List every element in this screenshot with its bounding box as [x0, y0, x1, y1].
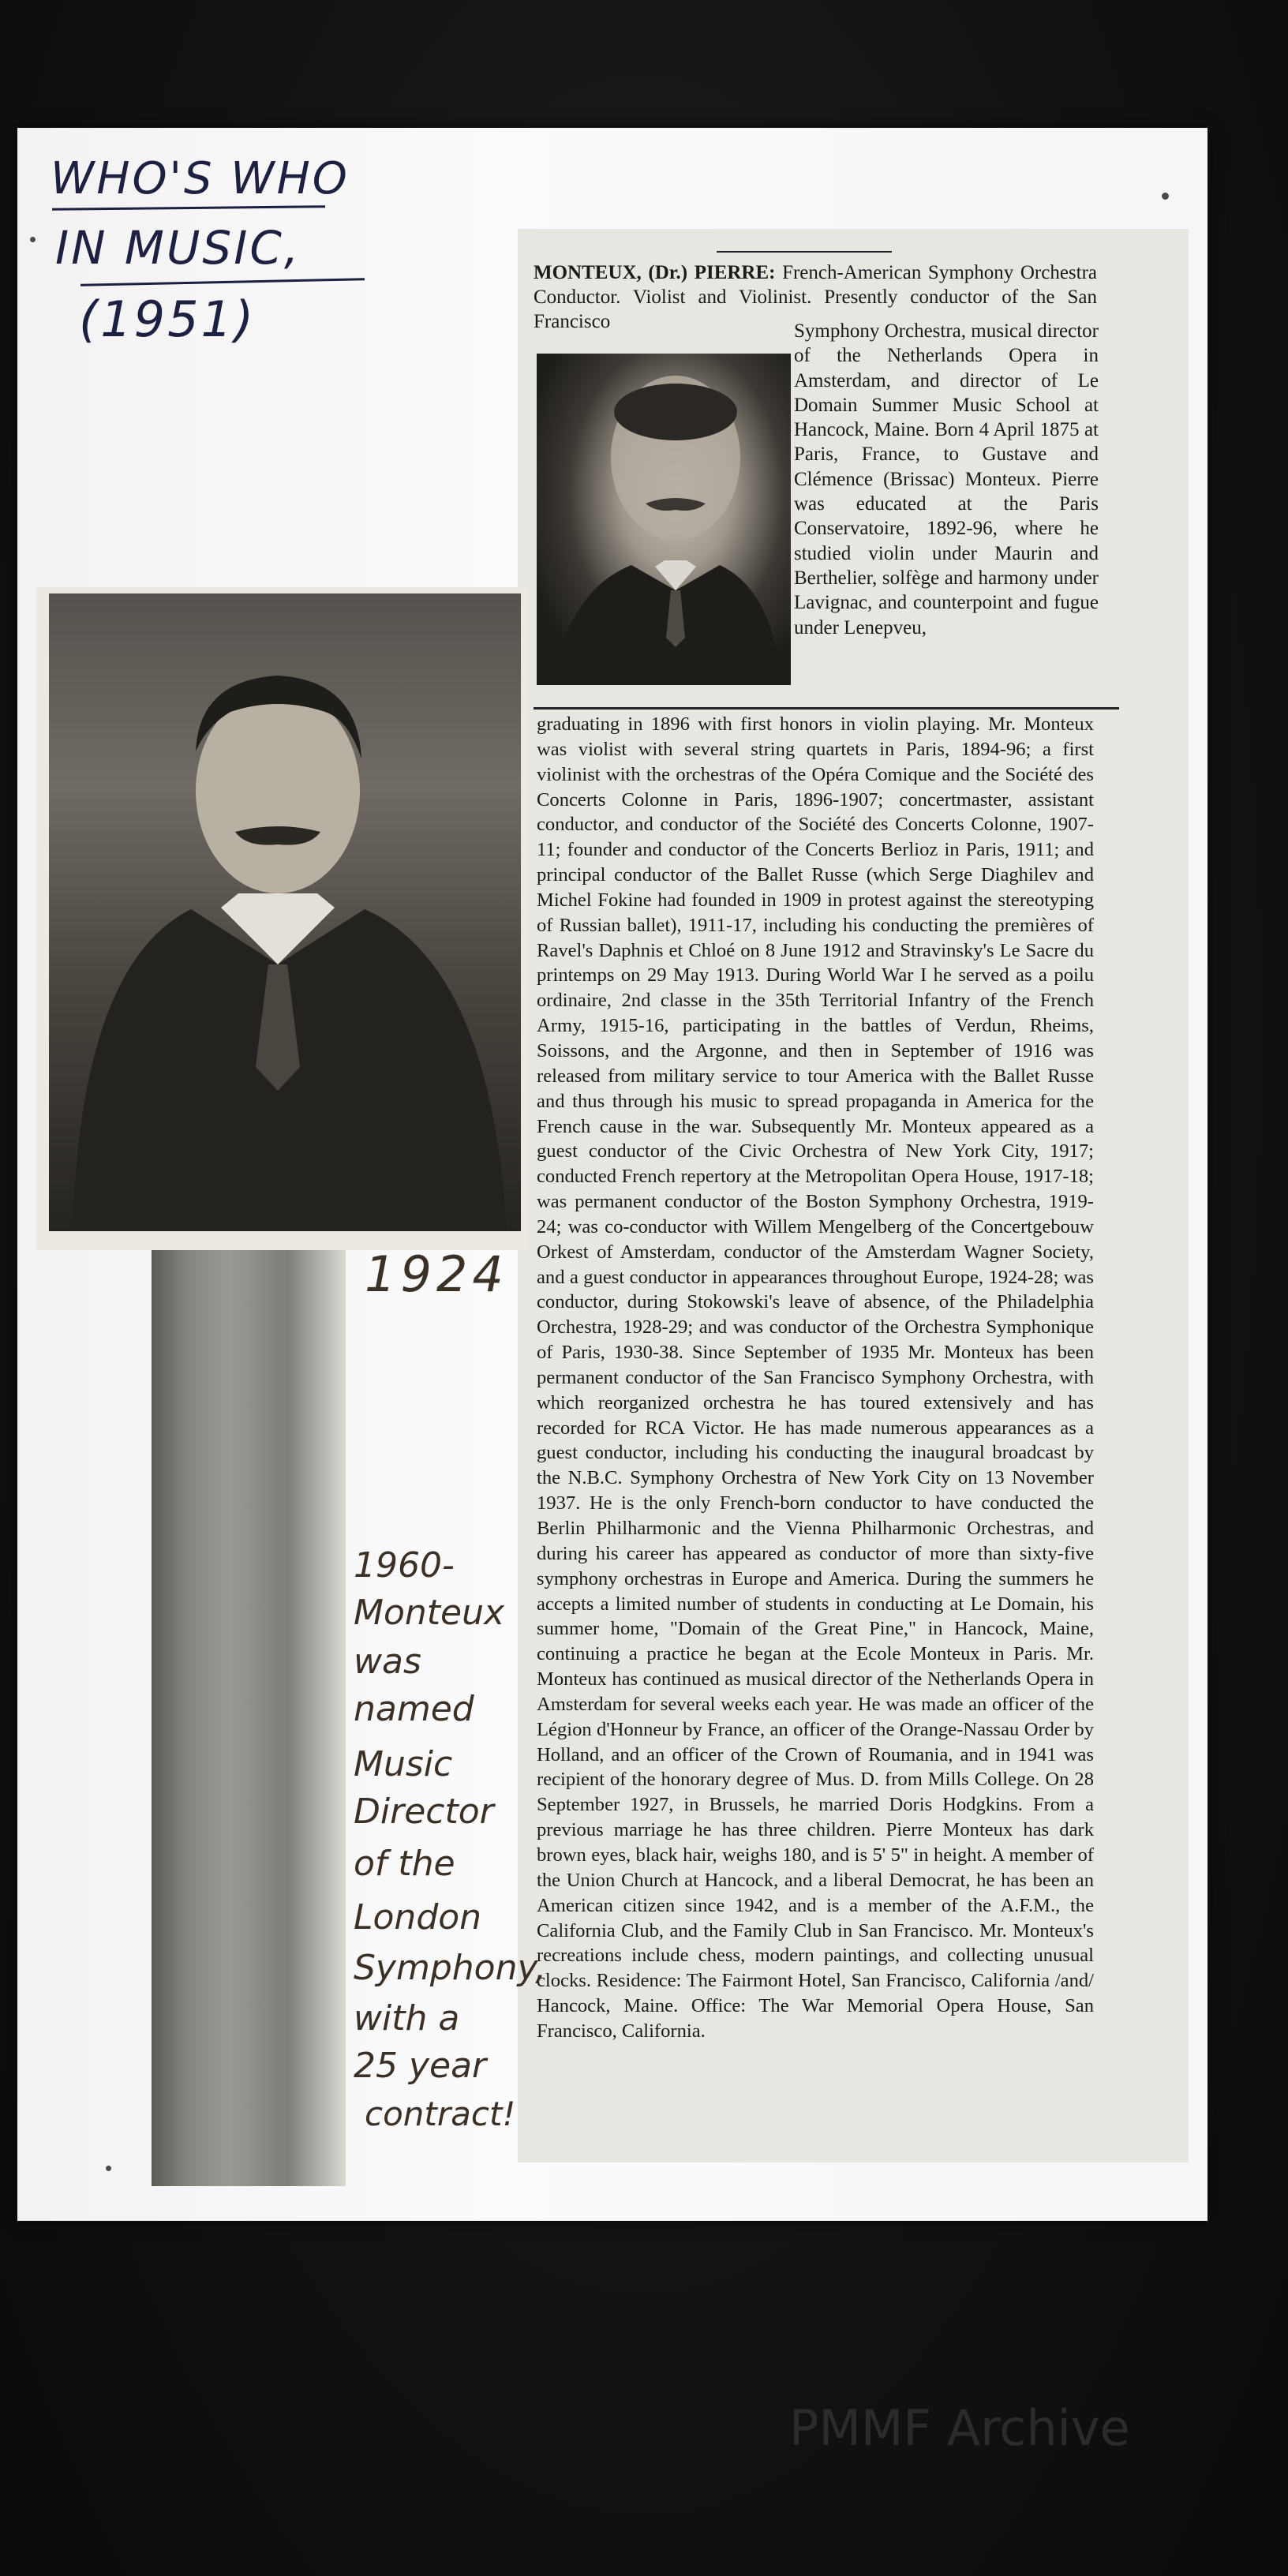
note-line: 25 year	[354, 2046, 487, 2086]
note-line: Director	[354, 1792, 494, 1832]
photo-caption-year: 1924	[365, 1245, 508, 1303]
top-rule	[717, 251, 892, 253]
article-body: graduating in 1896 with first honors in violin playing. Mr. Monteux was violist with several string quartets in Paris, 1894-96; a first violinist with the orchestras of the Opéra Comique and the Société des Concerts Colonne in Paris, 1896-1907; concertmaster, assistant conductor, and conductor of the Société des Concerts Colonne, 1907-11; founder and conductor of the Concerts Berlioz in Paris, 1911; and principal conductor of the Ballet Russe (which Serge Diaghilev and Michel Fokine had founded in 1909 in protest against the stereotyping of Russian ballet), 1911-17, including his conducting the premières of Ravel's Daphnis et Chloé on 8 June 1912 and Stravinsky's Le Sacre du printemps on 29 May 1913. During World War I he served as a poilu ordinaire, 2nd classe in the 35th Territorial Infantry of the French Army, 1915-16, participating in the battles of Verdun, Rheims, Soissons, and the Argonne, and then in September of 1916 was released from military service to tour America with the Ballet Russe and thus through his music to spread propaganda in America for the French cause in the war. Subsequently Mr. Monteux appeared as a guest conductor of the Civic Orchestra of New York City, 1917; conducted French repertory at the Metropolitan Opera House, 1917-18; was permanent conductor of the Boston Symphony Orchestra, 1919-24; was co-conductor with Willem Mengelberg of the Concertgebouw Orkest of Amsterdam, conductor of the Amsterdam Wagner Society, and a guest conductor in appearances throughout Europe, 1924-28; was conductor, during Stokowski's leave of absence, of the Philadelphia Orchestra, 1928-29; and was conductor of the Orchestra Symphonique of Paris, 1930-38. Since September of 1935 Mr. Monteux has been permanent conductor of the San Francisco Symphony Orchestra, with which reorganized orchestra he has toured extensively and has recorded for RCA Victor. He has made numerous appearances as a guest conductor, including his conducting the inaugural broadcast by the N.B.C. Symphony Orchestra of New York City on 13 November 1937. He is the only French-born conductor to have conducted the Berlin Philharmonic and the Vienna Philharmonic Orchestras, and during his career has appeared as conductor of more than sixty-five symphony orchestras in Europe and America. During the summers he accepts a limited number of students in conducting at Le Domain, his summer home, "Domain of the Great Pine," in Hancock, Maine, continuing a practice he began at the Ecole Monteux in Paris. Mr. Monteux has continued as musical director of the Netherlands Opera in Amsterdam for several weeks each year. He was made an officer of the Légion d'Honneur by France, an officer of the Orange-Nassau Order by Holland, and an officer of the Crown of Roumania, and in 1941 was recipient of the honorary degree of Mus. D. from Mills College. On 28 September 1927, in Brussels, he married Doris Hodgkins. From a previous marriage he has three children. Pierre Monteux has dark brown eyes, black hair, weighs 180, and is 5' 5" in height. A member of the Union Church at Hancock, and a liberal Democrat, he has been an American citizen since 1942, and is a member of the A.F.M., the California Club, and the Family Club in San Francisco. Mr. Monteux's recreations include chess, modern paintings, and collecting unusual clocks. Residence: The Fairmont Hotel, San Francisco, California /and/ Hancock, Maine. Office: The War Memorial Opera House, San Francisco, California.	[537, 713, 1094, 2042]
note-line: Music	[354, 1744, 453, 1784]
article-divider	[534, 707, 1119, 710]
handwritten-year: (1951)	[79, 290, 256, 348]
pin-hole	[30, 237, 36, 242]
portrait-figure	[537, 354, 791, 685]
article-side-text: Symphony Orchestra, musical director of the Netherlands Opera in Amsterdam, and director of Le Domain Summer Music School at Hancock, Maine. Born 4 April 1875 at Paris, France, to Gustave and Clémence (Brissac) Monteux. Pierre was educated at the Paris Conservatoire, 1892-96, where he studied violin under Maurin and Berthelier, solfège and harmony under Lavignac, and counterpoint and fugue under Lenepveu,	[794, 320, 1099, 638]
note-line: Monteux	[354, 1593, 505, 1633]
note-line: was	[354, 1642, 421, 1682]
handwritten-title-line2: IN MUSIC,	[55, 221, 301, 275]
note-line: London	[354, 1897, 482, 1938]
portrait-figure-large	[49, 593, 521, 1231]
article-name: MONTEUX, (Dr.) PIERRE:	[534, 262, 776, 283]
handwritten-title-line1: WHO'S WHO	[51, 153, 350, 204]
note-line: contract!	[365, 2095, 516, 2133]
note-line: Symphony,	[354, 1948, 547, 1988]
portrait-photo-small	[537, 354, 791, 685]
vertical-photo-strip	[152, 1250, 346, 2186]
note-line: 1960-	[354, 1545, 455, 1586]
pin-hole	[106, 2166, 111, 2171]
note-line: with a	[354, 1998, 460, 2039]
portrait-photo-large	[49, 593, 521, 1231]
pin-hole	[1162, 193, 1169, 200]
archive-watermark: PMMF Archive	[789, 2399, 1130, 2457]
article-lead-text: French-American Symphony Orchestra Conductor. Violist and Violinist. Presently conductor of the San Francisco	[534, 262, 1098, 332]
note-line: of the	[354, 1844, 455, 1884]
note-line: named	[354, 1689, 474, 1729]
